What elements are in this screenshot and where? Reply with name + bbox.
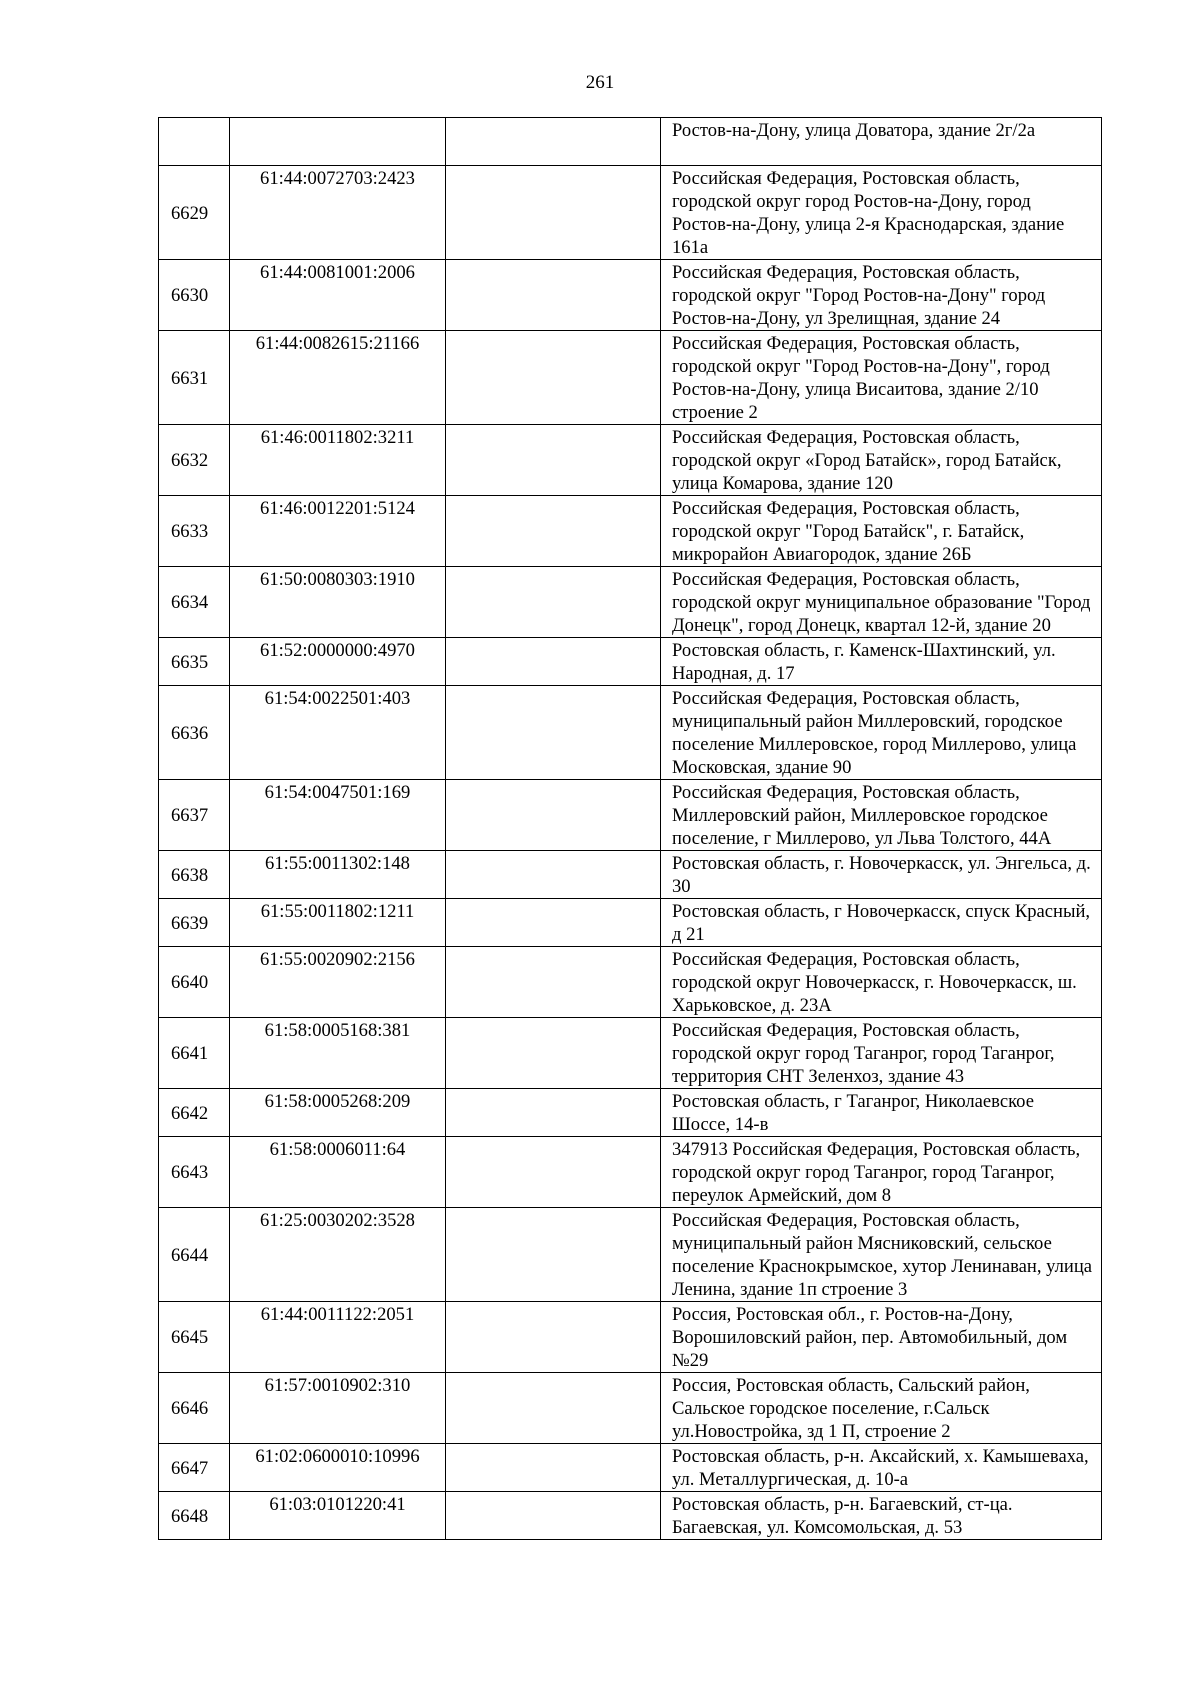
row-number-cell: 6632 [159,425,230,496]
empty-cell [446,1302,661,1373]
row-number-cell: 6639 [159,899,230,947]
row-number-cell: 6648 [159,1492,230,1540]
row-number-cell: 6634 [159,567,230,638]
row-number-cell: 6635 [159,638,230,686]
table-row [159,260,1102,331]
row-number-cell: 6644 [159,1208,230,1302]
address-cell: Российская Федерация, Ростовская область, Миллеровский район, Миллеровское городское поселение, г Миллерово, ул Льва Толстого, 44А [661,780,1102,851]
empty-cell [446,567,661,638]
cadastral-number-cell: 61:46:0012201:5124 [230,496,446,567]
address-cell: Российская Федерация, Ростовская область, муниципальный район Мясниковский, сельское поселение Краснокрымское, хутор Ленинаван, улица Ленина, здание 1п строение 3 [661,1208,1102,1302]
cadastral-number-cell: 61:58:0005168:381 [230,1018,446,1089]
empty-cell [446,1089,661,1137]
cadastral-number-cell: 61:54:0022501:403 [230,686,446,780]
cadastral-number-cell: 61:25:0030202:3528 [230,1208,446,1302]
empty-cell [446,260,661,331]
row-number-cell: 6645 [159,1302,230,1373]
table-row [159,899,1102,947]
table-row [159,1089,1102,1137]
address-cell: Ростовская область, г. Каменск-Шахтинский, ул. Народная, д. 17 [661,638,1102,686]
table-row [159,1492,1102,1540]
address-cell: Ростовская область, р-н. Аксайский, х. Камышеваха, ул. Металлургическая, д. 10-а [661,1444,1102,1492]
empty-cell [446,331,661,425]
address-cell: Российская Федерация, Ростовская область, городской округ "Город Ростов-на-Дону", город Ростов-на-Дону, улица Висаитова, здание 2/10 строение 2 [661,331,1102,425]
address-cell: Ростовская область, г Таганрог, Николаевское Шоссе, 14-в [661,1089,1102,1137]
address-cell: Российская Федерация, Ростовская область, городской округ "Город Ростов-на-Дону" город Ростов-на-Дону, ул Зрелищная, здание 24 [661,260,1102,331]
cadastral-number-cell: 61:02:0600010:10996 [230,1444,446,1492]
row-number-cell: 6640 [159,947,230,1018]
address-cell: 347913 Российская Федерация, Ростовская область, городской округ город Таганрог, город Таганрог, переулок Армейский, дом 8 [661,1137,1102,1208]
page-number: 261 [585,72,615,93]
row-number-cell [159,118,230,166]
table-row [159,1018,1102,1089]
table-row [159,166,1102,260]
empty-cell [446,1492,661,1540]
table-row [159,567,1102,638]
cadastral-number-cell [230,118,446,166]
address-cell: Российская Федерация, Ростовская область, городской округ «Город Батайск», город Батайск, улица Комарова, здание 120 [661,425,1102,496]
row-number-cell: 6636 [159,686,230,780]
table-row [159,425,1102,496]
registry-table-body [159,118,1102,1540]
row-number-cell: 6630 [159,260,230,331]
empty-cell [446,1208,661,1302]
cadastral-number-cell: 61:58:0006011:64 [230,1137,446,1208]
empty-cell [446,947,661,1018]
table-row [159,331,1102,425]
cadastral-number-cell: 61:44:0011122:2051 [230,1302,446,1373]
table-row-continued [159,118,1102,166]
cadastral-number-cell: 61:44:0082615:21166 [230,331,446,425]
row-number-cell: 6647 [159,1444,230,1492]
row-number-cell: 6631 [159,331,230,425]
table-row [159,851,1102,899]
row-number-cell: 6633 [159,496,230,567]
address-cell: Российская Федерация, Ростовская область, городской округ город Ростов-на-Дону, город Ростов-на-Дону, улица 2-я Краснодарская, здание 161а [661,166,1102,260]
table-row [159,496,1102,567]
address-cell: Ростовская область, г. Новочеркасск, ул. Энгельса, д. 30 [661,851,1102,899]
empty-cell [446,496,661,567]
table-row [159,1208,1102,1302]
address-cell: Ростов-на-Дону, улица Доватора, здание 2г/2а [661,118,1102,166]
cadastral-number-cell: 61:55:0020902:2156 [230,947,446,1018]
table-row [159,686,1102,780]
row-number-cell: 6643 [159,1137,230,1208]
row-number-cell: 6637 [159,780,230,851]
cadastral-number-cell: 61:03:0101220:41 [230,1492,446,1540]
registry-table [158,117,1102,1540]
address-cell: Российская Федерация, Ростовская область, муниципальный район Миллеровский, городское поселение Миллеровское, город Миллерово, улица Московская, здание 90 [661,686,1102,780]
table-row [159,1444,1102,1492]
empty-cell [446,1137,661,1208]
row-number-cell: 6642 [159,1089,230,1137]
empty-cell [446,686,661,780]
row-number-cell: 6646 [159,1373,230,1444]
address-cell: Российская Федерация, Ростовская область, городской округ муниципальное образование "Город Донецк", город Донецк, квартал 12-й, здание 20 [661,567,1102,638]
address-cell: Ростовская область, р-н. Багаевский, ст-ца. Багаевская, ул. Комсомольская, д. 53 [661,1492,1102,1540]
empty-cell [446,638,661,686]
cadastral-number-cell: 61:58:0005268:209 [230,1089,446,1137]
table-row [159,638,1102,686]
cadastral-number-cell: 61:46:0011802:3211 [230,425,446,496]
row-number-cell: 6641 [159,1018,230,1089]
cadastral-number-cell: 61:44:0081001:2006 [230,260,446,331]
cadastral-number-cell: 61:55:0011802:1211 [230,899,446,947]
table-row [159,1373,1102,1444]
row-number-cell: 6638 [159,851,230,899]
empty-cell [446,851,661,899]
address-cell: Россия, Ростовская обл., г. Ростов-на-Дону, Ворошиловский район, пер. Автомобильный, дом №29 [661,1302,1102,1373]
cadastral-number-cell: 61:57:0010902:310 [230,1373,446,1444]
address-cell: Российская Федерация, Ростовская область, городской округ Новочеркасск, г. Новочеркасск, ш. Харьковское, д. 23А [661,947,1102,1018]
cadastral-number-cell: 61:55:0011302:148 [230,851,446,899]
table-row [159,1302,1102,1373]
empty-cell [446,780,661,851]
cadastral-number-cell: 61:54:0047501:169 [230,780,446,851]
address-cell: Ростовская область, г Новочеркасск, спуск Красный, д 21 [661,899,1102,947]
address-cell: Российская Федерация, Ростовская область, городской округ "Город Батайск", г. Батайск, микрорайон Авиагородок, здание 26Б [661,496,1102,567]
address-cell: Россия, Ростовская область, Сальский район, Сальское городское поселение, г.Сальск ул.Новостройка, зд 1 П, строение 2 [661,1373,1102,1444]
address-cell: Российская Федерация, Ростовская область, городской округ город Таганрог, город Таганрог, территория СНТ Зеленхоз, здание 43 [661,1018,1102,1089]
empty-cell [446,1444,661,1492]
table-row [159,1137,1102,1208]
table-row [159,947,1102,1018]
cadastral-number-cell: 61:52:0000000:4970 [230,638,446,686]
row-number-cell: 6629 [159,166,230,260]
empty-cell [446,899,661,947]
empty-cell [446,1018,661,1089]
empty-cell [446,425,661,496]
cadastral-number-cell: 61:50:0080303:1910 [230,567,446,638]
empty-cell [446,166,661,260]
empty-cell [446,118,661,166]
empty-cell [446,1373,661,1444]
table-row [159,780,1102,851]
cadastral-number-cell: 61:44:0072703:2423 [230,166,446,260]
